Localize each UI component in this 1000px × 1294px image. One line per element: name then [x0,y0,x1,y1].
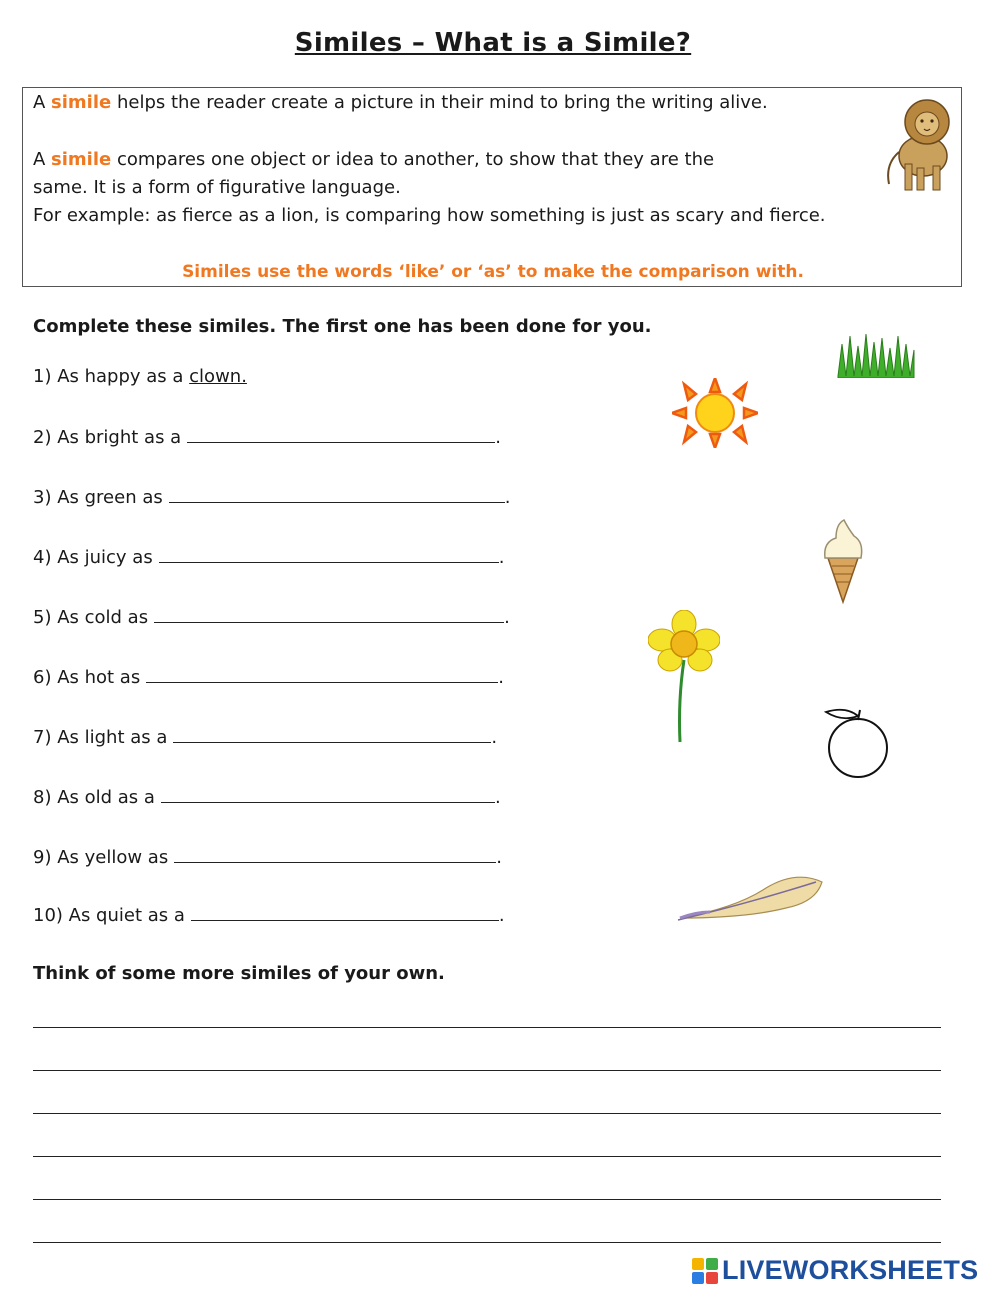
apple-picture [818,706,894,778]
example-answer: clown. [189,366,247,387]
answer-blank[interactable] [146,666,498,683]
feather-picture [676,868,826,924]
liveworksheets-brand [692,1255,978,1286]
own-similes-prompt: Think of some more similes of your own. [33,963,445,984]
question-prompt: 3) As green as [33,487,163,508]
writing-line[interactable] [33,1070,941,1071]
answer-blank[interactable] [173,726,491,743]
answer-blank[interactable] [169,486,505,503]
question-end: . [504,607,510,628]
question-3 [33,486,510,508]
answer-blank[interactable] [174,846,496,863]
question-1 [33,366,247,387]
page-title: Similes – What is a Simile? [294,28,692,58]
question-end: . [498,547,505,568]
intro-text: A [33,92,52,113]
intro-text: helps the reader create a picture in their mind to bring the writing alive. [111,92,768,113]
intro-line-1 [33,92,768,113]
question-9 [33,846,502,868]
writing-line[interactable] [33,1199,941,1200]
writing-line[interactable] [33,1027,941,1028]
brand-text: LIVEWORKSHEETS [722,1255,979,1285]
question-prompt: 2) As bright as a [33,427,182,448]
question-prompt: 9) As yellow as [33,847,169,868]
question-end: . [496,847,502,868]
question-10 [33,904,505,926]
daffodil-picture [648,610,720,744]
answer-blank[interactable] [191,904,499,921]
question-end: . [491,727,498,748]
question-prompt: 8) As old as a [33,787,155,808]
question-7 [33,726,497,748]
question-prompt: 7) As light as a [33,727,168,748]
question-prompt: 5) As cold as [33,607,149,628]
keyword-simile: simile [51,149,112,170]
intro-line-3: same. It is a form of figurative language. [33,177,401,198]
question-2 [33,426,501,448]
intro-box [22,87,962,287]
grass-picture [836,332,916,378]
lion-picture [881,94,957,194]
question-end: . [494,787,501,808]
question-end: . [498,667,504,688]
intro-text: A [33,149,52,170]
intro-line-2 [33,149,714,170]
question-6 [33,666,504,688]
liveworksheets-logo-icon [692,1258,718,1284]
ice-cream-picture [820,518,866,604]
intro-line-4: For example: as fierce as a lion, is comparing how something is just as scary and fierce. [33,205,826,226]
instructions: Complete these similes. The first one has been done for you. [33,316,652,337]
question-5 [33,606,510,628]
question-prompt: 4) As juicy as [33,547,153,568]
question-prompt: 6) As hot as [33,667,141,688]
question-prompt: 1) As happy as a [33,366,190,387]
question-end: . [504,487,511,508]
question-end: . [495,427,501,448]
question-prompt: 10) As quiet as a [33,905,185,926]
answer-blank[interactable] [154,606,504,623]
answer-blank[interactable] [161,786,495,803]
writing-line[interactable] [33,1156,941,1157]
sun-picture [672,378,758,448]
intro-text: compares one object or idea to another, to show that they are the [111,149,715,170]
answer-blank[interactable] [187,426,495,443]
writing-line[interactable] [33,1242,941,1243]
question-4 [33,546,504,568]
writing-line[interactable] [33,1113,941,1114]
keyword-simile: simile [51,92,112,113]
answer-blank[interactable] [159,546,499,563]
similes-rule: Similes use the words ‘like’ or ‘as’ to make the comparison with. [182,262,804,282]
question-8 [33,786,501,808]
question-end: . [498,905,505,926]
